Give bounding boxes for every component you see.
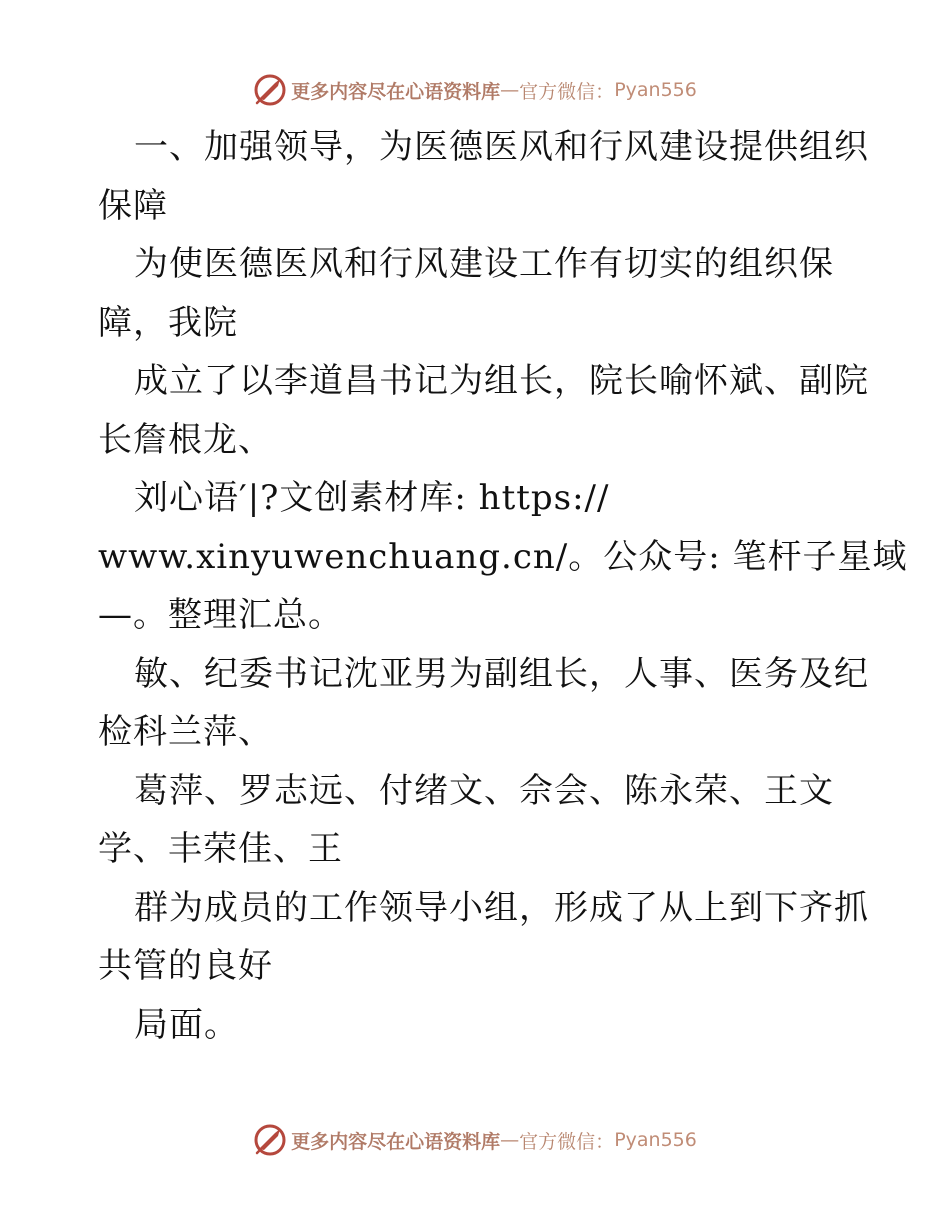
text-line: 检科兰萍、 [98,712,273,752]
text-line: 敏、纪委书记沈亚男为副组长，人事、医务及纪 [134,653,869,694]
text-line: 群为成员的工作领导小组，形成了从上到下齐抓 [134,887,869,928]
watermark-site-name: 更多内容尽在心语资料库 [291,1130,501,1153]
watermark-wechat-id: Pyan556 [614,79,697,101]
watermark-label: 官方微信： [519,1130,615,1153]
watermark-label: 官方微信： [519,80,615,103]
text-line: 局面。 [134,1004,239,1045]
text-line: 学、丰荣佳、王 [98,829,343,869]
text-line: 共管的良好 [98,946,273,986]
text-line: 障，我院 [98,302,238,343]
text-line: 为使医德医风和行风建设工作有切实的组织保 [134,244,834,284]
watermark-site-name: 更多内容尽在心语资料库 [291,80,501,103]
text-line: 成立了以李道昌书记为组长，院长喻怀斌、副院 [134,361,869,401]
header-watermark [0,70,950,110]
watermark-dash: — [500,79,520,101]
document-body [98,118,908,1054]
watermark-wechat-id: Pyan556 [614,1129,697,1151]
text-line: www.xinyuwenchuang.cn/。公众号: 笔杆子星域 [98,536,908,577]
text-line: 刘心语′|?文创素材库: https:// [134,478,610,518]
text-line: 保障 [98,185,168,226]
quill-logo-icon [253,73,287,107]
watermark-dash: — [500,1129,520,1151]
quill-logo-icon [253,1123,287,1157]
text-line: 一、加强领导，为医德医风和行风建设提供组织 [134,127,869,167]
text-line: 葛萍、罗志远、付绪文、佘会、陈永荣、王文 [134,770,834,811]
text-line: —。整理汇总。 [98,595,343,635]
text-line: 长詹根龙、 [98,419,273,460]
footer-watermark [0,1120,950,1160]
